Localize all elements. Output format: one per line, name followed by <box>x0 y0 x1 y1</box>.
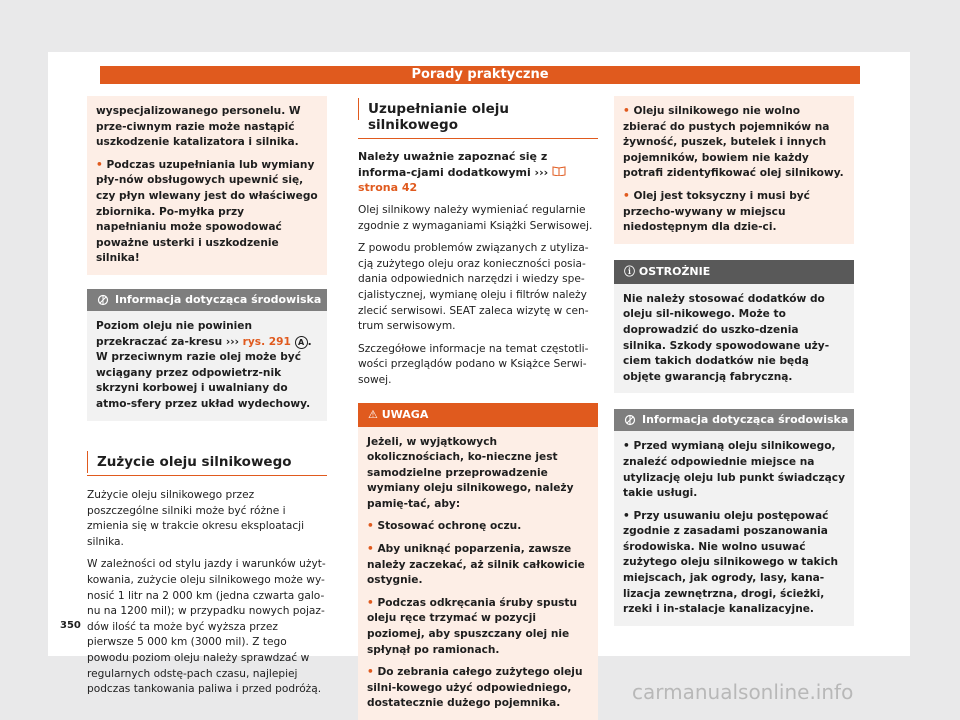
uwaga-item <box>367 665 589 712</box>
page-number: 350 <box>60 620 81 631</box>
uwaga-body <box>358 427 598 720</box>
uwaga-item-text: Stosować ochronę oczu. <box>377 520 521 532</box>
environment-box-body <box>614 431 854 626</box>
warning-item-text: Oleju silnikowego nie wolno zbierać do pustych pojemników na żywność, puszek, butelek i innych pojemników, bowiem nie każdy potrafi zidentyfikować olej silnikowy. <box>623 105 844 179</box>
environment-item <box>623 439 845 501</box>
environment-box-body <box>87 311 327 421</box>
warning-continuation-text: wyspecjalizowanego personelu. W prze-ciwnym razie może nastąpić uszkodzenie katalizatora i silnika. <box>96 104 318 151</box>
environment-box-title: Informacja dotycząca środowiska <box>115 289 321 311</box>
warning-item <box>623 189 845 236</box>
caution-header <box>614 260 854 284</box>
caution-body: Nie należy stosować dodatków do oleju sil-nikowego. Może to doprowadzić do uszko-dzenia silnika. Szkody spowodowane uży-ciem takich dodatków nie będą objęte gwarancją fabryczną. <box>614 284 854 394</box>
consumption-paragraph-2: W zależności od stylu jazdy i warunków użyt-kowania, zużycie oleju silnikowego może wy-nosić 1 litr na 2 000 km (jedna czwarta galo-nu na 1200 mil); w przypadku nowych pojaz-dów ilość ta może być wyższa przez pierwsze 5 000 km (3000 mil). Z tego powodu poziom oleju należy sprawdzać w regularnych odstę-pach czasu, najlepiej podczas tankowania paliwa i przed podróżą. <box>87 557 327 697</box>
bullet-icon: • <box>367 597 377 609</box>
refill-paragraph-2: Z powodu problemów związanych z utyliza-cją zużytego oleju oraz konieczności posia-dania odpowiednich narzędzi i wiedzy spe-cjalistycznej, wymianę oleju i filtrów należy zlecić serwisowi. SEAT zaleca wizytę w cen-trum serwisowym. <box>358 241 598 335</box>
column-3 <box>614 96 854 626</box>
environment-item-text: Przy usuwaniu oleju postępować zgodnie z zasadami poszanowania środowiska. Nie wolno usuwać zużytego oleju silnikowego w takich miejscach, jak ogrody, lasy, kana-lizacja zewnętrzna, drogi, ścieżki, rzeki i in-stalacje kanalizacyjne. <box>623 510 838 616</box>
section-heading-refill: Uzupełnianie oleju silnikowego <box>358 96 598 139</box>
refill-lead-text: Należy uważnie zapoznać się z informa-cjami dodatkowymi ››› <box>358 150 548 179</box>
environment-item-text: Przed wymianą oleju silnikowego, znaleźć odpowiednie miejsce na utylizację oleju lub punkt świadczący takie usługi. <box>623 440 845 499</box>
uwaga-item-text: Do zebrania całego zużytego oleju silni-kowego użyć odpowiedniego, dostatecznie dużego pojemnika. <box>367 666 583 709</box>
uwaga-title: UWAGA <box>382 408 429 421</box>
bullet-icon: • <box>367 520 377 532</box>
bullet-icon: • <box>623 105 633 117</box>
bullet-icon: • <box>367 666 377 678</box>
uwaga-item <box>367 542 589 589</box>
leaf-icon <box>624 414 636 426</box>
uwaga-item <box>367 596 589 658</box>
bullet-icon: • <box>367 543 377 555</box>
warning-bullet <box>96 158 318 267</box>
book-icon <box>552 165 566 176</box>
warning-item <box>623 104 845 182</box>
environment-box-2 <box>614 409 854 626</box>
uwaga-item-text: Aby uniknąć poparzenia, zawsze należy zaczekać, aż silnik całkowicie ostygnie. <box>367 543 585 586</box>
uwaga-item <box>367 519 589 535</box>
page-link[interactable]: strona 42 <box>358 181 417 194</box>
info-circle-icon: ⓘ <box>624 265 635 278</box>
environment-box-header <box>614 409 854 431</box>
bullet-icon: • <box>623 510 633 522</box>
watermark: carmanualsonline.info <box>632 680 853 704</box>
caution-box <box>614 260 854 394</box>
environment-text-b: . W przeciwnym razie olej może być wciągany przez odpowietrz-nik skrzyni korbowej i uwalniany do atmo-sfery przez układ wydechowy. <box>96 336 312 410</box>
warning-bullet-text: Podczas uzupełniania lub wymiany pły-nów obsługowych upewnić się, czy płyn wlewany jest do właściwego zbiornika. Po-myłka przy napełnianiu może spowodować poważne usterki i uszkodzenie silnika! <box>96 159 318 265</box>
uwaga-header <box>358 403 598 427</box>
environment-text-a: Poziom oleju nie powinien przekraczać za-kresu ››› <box>96 320 252 348</box>
section-heading-consumption: Zużycie oleju silnikowego <box>87 449 327 477</box>
environment-box-header <box>87 289 327 311</box>
uwaga-intro: Jeżeli, w wyjątkowych okolicznościach, ko-nieczne jest samodzielne przeprowadzenie wymiany oleju silnikowego, należy pamię-tać, aby: <box>367 435 589 513</box>
callout-circle: A <box>295 336 308 349</box>
column-2 <box>358 96 598 720</box>
warning-continuation-box <box>87 96 327 275</box>
consumption-paragraph-1: Zużycie oleju silnikowego przez poszczególne silniki może być różne i zmienia się w trakcie okresu eksploatacji silnika. <box>87 488 327 550</box>
bullet-icon: • <box>623 440 633 452</box>
bullet-icon: • <box>623 190 633 202</box>
bullet-icon: • <box>96 159 106 171</box>
uwaga-box <box>358 403 598 720</box>
chapter-header: Porady praktyczne <box>100 66 860 84</box>
column-1 <box>87 96 327 705</box>
environment-box <box>87 289 327 421</box>
environment-item <box>623 509 845 618</box>
warning-triangle-icon: ⚠ <box>368 408 378 421</box>
uwaga-item-text: Podczas odkręcania śruby spustu oleju ręce trzymać w pozycji poziomej, aby spuszczany olej nie spłynął po ramionach. <box>367 597 577 656</box>
refill-paragraph-3: Szczegółowe informacje na temat częstotli-wości przeglądów podano w Książce Serwi-sowej. <box>358 342 598 389</box>
refill-lead <box>358 149 598 196</box>
warning-item-text: Olej jest toksyczny i musi być przecho-wywany w miejscu niedostępnym dla dzie-ci. <box>623 190 810 233</box>
refill-paragraph-1: Olej silnikowy należy wymieniać regularnie zgodnie z wymaganiami Książki Serwisowej. <box>358 203 598 234</box>
warning-continuation-box-2 <box>614 96 854 244</box>
figure-link[interactable]: rys. 291 <box>243 336 291 348</box>
environment-box-title: Informacja dotycząca środowiska <box>642 409 848 431</box>
caution-title: OSTROŻNIE <box>639 265 710 278</box>
leaf-icon <box>97 294 109 306</box>
